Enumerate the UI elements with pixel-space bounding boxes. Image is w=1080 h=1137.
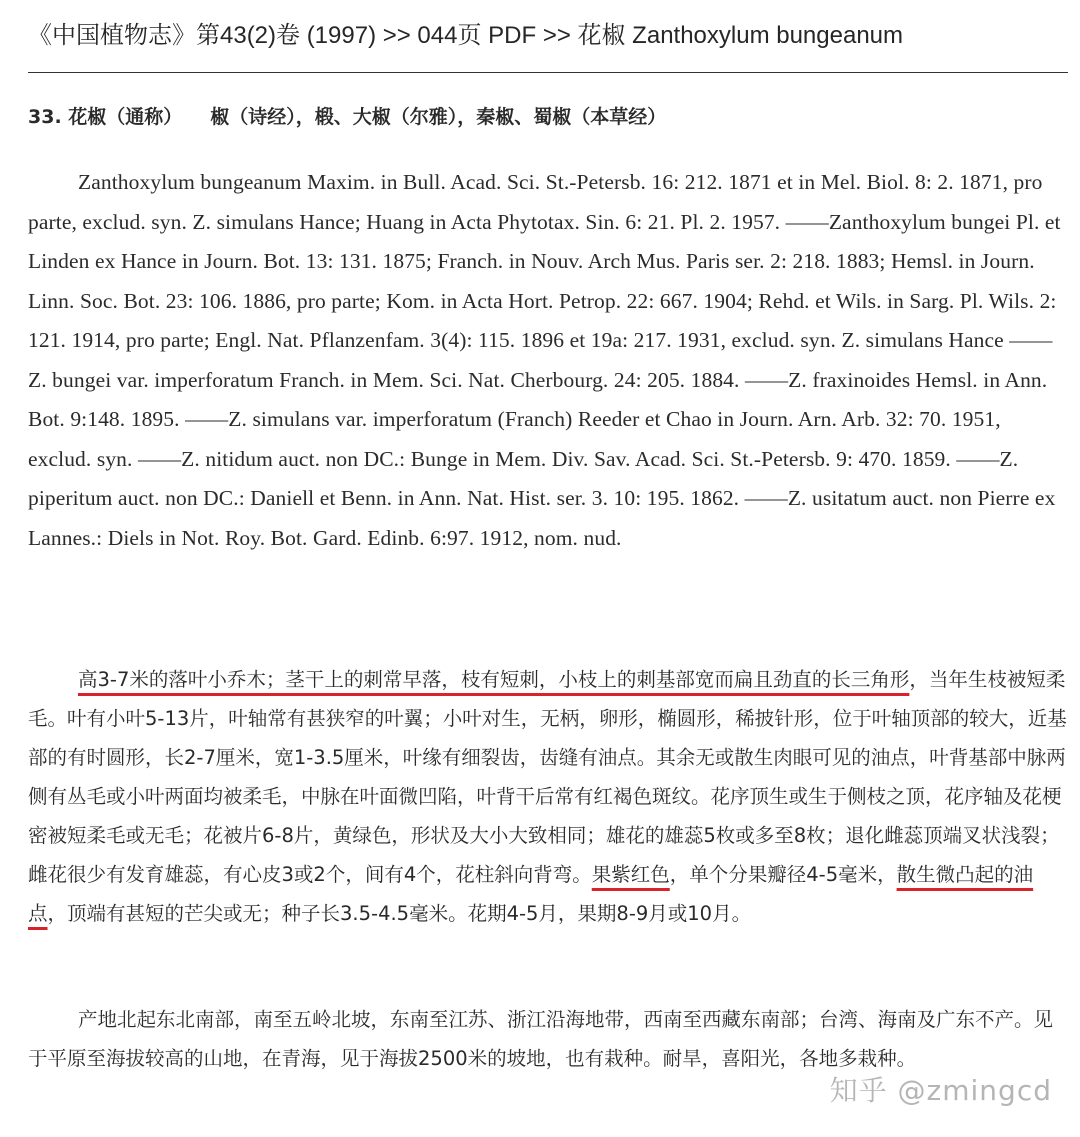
highlight-fruit-color: 果紫红色 xyxy=(591,863,670,886)
zhihu-watermark: 知乎 @zmingcd xyxy=(829,1074,1052,1107)
description-text: ，当年生枝被短柔毛。叶有小叶5-13片，叶轴常有甚狭窄的叶翼；小叶对生，无柄，卵形，椭圆形，稀披针形，位于叶轴顶部的较大，近基部的有时圆形，长2-7厘米，宽1-3.5厘米，叶缘有细裂齿，齿缝有油点。其余无或散生肉眼可见的油点，叶背基部中脉两侧有丛毛或小叶两面均被柔毛，中脉在叶面微凹陷，叶背干后常有红褐色斑纹。花序顶生或生于侧枝之顶，花序轴及花梗密被短柔毛或无毛；花被片6-8片，黄绿色，形状及大小大致相同；雄花的雄蕊5枚或多至8枚；退化雌蕊顶端叉状浅裂；雌花很少有发育雄蕊，有心皮3或2个，间有4个，花柱斜向背弯。 xyxy=(28,668,1067,886)
distribution-paragraph: 产地北起东北南部，南至五岭北坡，东南至江苏、浙江沿海地带，西南至西藏东南部；台湾、海南及广东不产。见于平原至海拔较高的山地，在青海，见于海拔2500米的坡地，也有栽种。耐旱，喜阳光，各地多栽种。 xyxy=(28,1008,1054,1070)
species-name: 33. 花椒（通称） xyxy=(28,106,183,128)
description-paragraph xyxy=(28,660,1068,933)
species-synonyms: 椒（诗经），椴、大椒（尔雅），秦椒、蜀椒（本草经） xyxy=(210,106,667,128)
species-heading xyxy=(28,100,1068,134)
description-text: ，单个分果瓣径4-5毫米， xyxy=(669,863,897,886)
description-text: ，顶端有甚短的芒尖或无；种子长3.5-4.5毫米。花期4-5月，果期8-9月或10月。 xyxy=(47,902,752,925)
latin-nomenclature-paragraph: Zanthoxylum bungeanum Maxim. in Bull. Acad. Sci. St.-Petersb. 16: 212. 1871 et in Mel. Biol. 8: 2. 1871, pro parte, exclud. syn. Z. simulans Hance; Huang in Acta Phytotax. Sin. 6: 21. Pl. 2. 1957. ——Zanthoxylum bungei Pl. et Linden ex Hance in Journ. Bot. 13: 131. 1875; Franch. in Nouv. Arch Mus. Paris ser. 2: 218. 1883; Hemsl. in Journ. Linn. Soc. Bot. 23: 106. 1886, pro parte; Kom. in Acta Hort. Petrop. 22: 667. 1904; Rehd. et Wils. in Sarg. Pl. Wils. 2: 121. 1914, pro parte; Engl. Nat. Pflanzenfam. 3(4): 115. 1896 et 19a: 217. 1931, exclud. syn. Z. simulans Hance ——Z. bungei var. imperforatum Franch. in Mem. Sci. Nat. Cherbourg. 24: 205. 1884. ——Z. fraxinoides Hemsl. in Ann. Bot. 9:148. 1895. ——Z. simulans var. imperforatum (Franch) Reeder et Chao in Journ. Arn. Arb. 32: 70. 1951, exclud. syn. ——Z. nitidum auct. non DC.: Bunge in Mem. Div. Sav. Acad. Sci. St.-Petersb. 9: 470. 1859. ——Z. piperitum auct. non DC.: Daniell et Benn. in Ann. Nat. Hist. ser. 3. 10: 195. 1862. ——Z. usitatum auct. non Pierre ex Lannes.: Diels in Not. Roy. Bot. Gard. Edinb. 6:97. 1912, nom. nud. xyxy=(28,170,1061,550)
document-page xyxy=(28,0,1068,1137)
divider xyxy=(28,72,1068,73)
highlight-habit: 高3-7米的落叶小乔木；茎干上的刺常早落，枝有短刺，小枝上的刺基部宽而扁且劲直的长三角形 xyxy=(78,668,910,691)
breadcrumb[interactable]: 《中国植物志》第43(2)卷 (1997) >> 044页 PDF >> 花椒 Zanthoxylum bungeanum xyxy=(28,22,904,49)
highlight-oil-dots: 散生微凸起的油点 xyxy=(28,863,1034,925)
